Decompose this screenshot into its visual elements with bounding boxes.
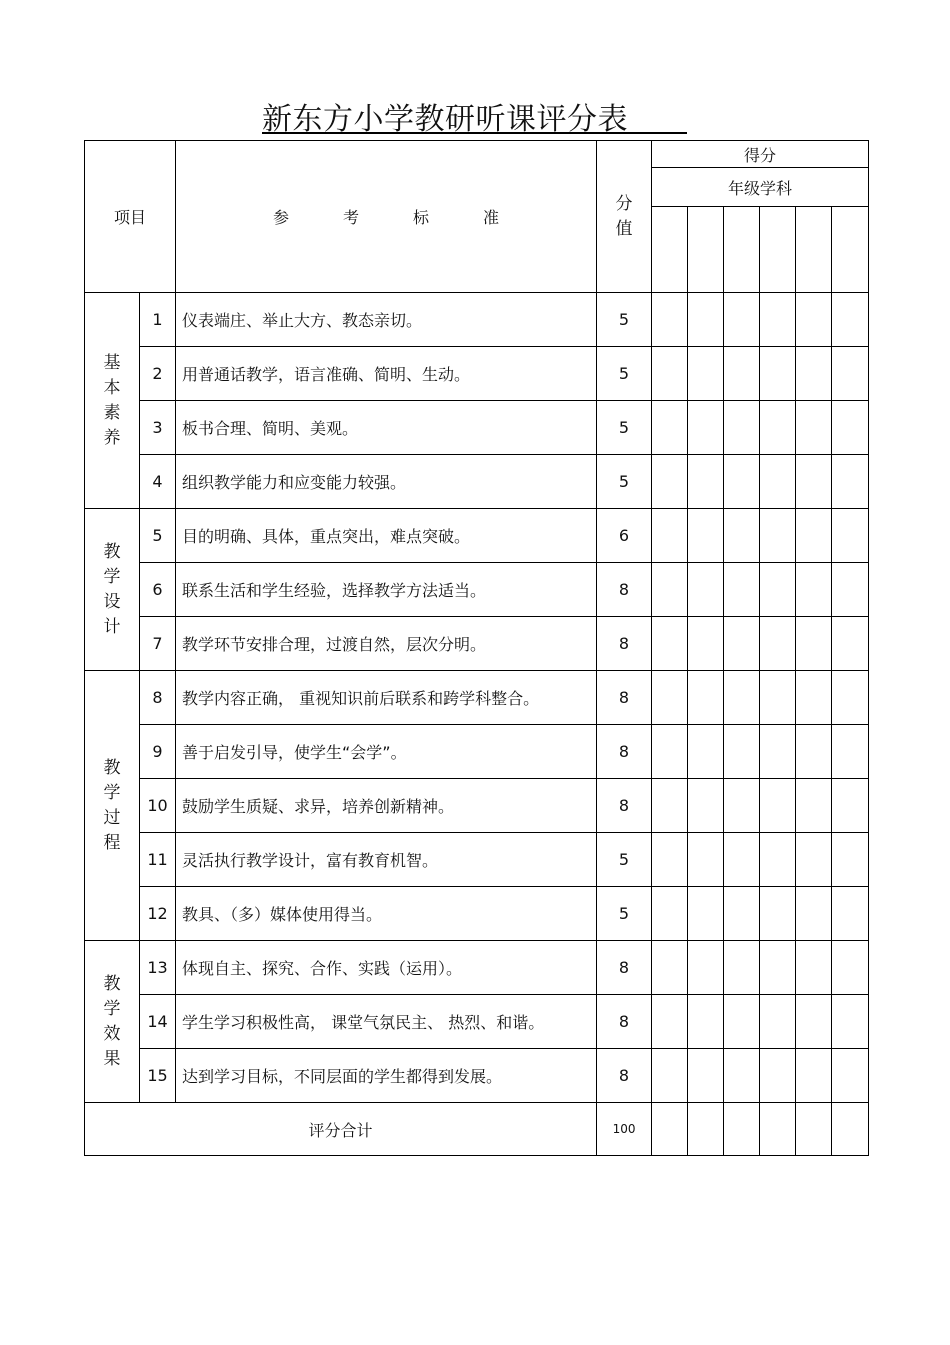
- score-input[interactable]: [796, 887, 832, 941]
- score-input[interactable]: [724, 887, 760, 941]
- score-input[interactable]: [796, 347, 832, 401]
- score-input[interactable]: [760, 1049, 796, 1103]
- score-input[interactable]: [688, 617, 724, 671]
- group-teaching-effect: 教 学 效 果: [85, 941, 140, 1103]
- header-item: 项目: [85, 141, 176, 293]
- score-input[interactable]: [760, 293, 796, 347]
- score-input[interactable]: [832, 1049, 869, 1103]
- score-input[interactable]: [652, 1103, 688, 1156]
- score-input[interactable]: [832, 779, 869, 833]
- row-number: 1: [140, 293, 176, 347]
- criterion: 用普通话教学，语言准确、简明、生动。: [176, 347, 597, 401]
- points: 6: [597, 509, 652, 563]
- score-input[interactable]: [724, 941, 760, 995]
- score-input[interactable]: [760, 509, 796, 563]
- points: 5: [597, 887, 652, 941]
- score-input[interactable]: [796, 617, 832, 671]
- title-underline: [262, 132, 687, 134]
- score-input[interactable]: [832, 671, 869, 725]
- points: 5: [597, 293, 652, 347]
- points: 8: [597, 617, 652, 671]
- score-input[interactable]: [724, 207, 760, 293]
- score-input[interactable]: [760, 833, 796, 887]
- score-input[interactable]: [652, 779, 688, 833]
- score-input[interactable]: [760, 401, 796, 455]
- score-input[interactable]: [652, 671, 688, 725]
- row-number: 15: [140, 1049, 176, 1103]
- score-input[interactable]: [796, 455, 832, 509]
- group-teaching-design: 教 学 设 计: [85, 509, 140, 671]
- table-row: [85, 455, 869, 509]
- table-row: [85, 995, 869, 1049]
- score-input[interactable]: [796, 671, 832, 725]
- score-input[interactable]: [688, 1103, 724, 1156]
- score-input[interactable]: [652, 347, 688, 401]
- score-input[interactable]: [688, 725, 724, 779]
- score-input[interactable]: [832, 293, 869, 347]
- score-input[interactable]: [832, 1103, 869, 1156]
- score-input[interactable]: [724, 347, 760, 401]
- score-input[interactable]: [724, 1049, 760, 1103]
- row-number: 2: [140, 347, 176, 401]
- criterion: 学生学习积极性高， 课堂气氛民主、 热烈、和谐。: [176, 995, 597, 1049]
- criterion: 善于启发引导，使学生“会学”。: [176, 725, 597, 779]
- row-number: 9: [140, 725, 176, 779]
- points: 8: [597, 671, 652, 725]
- score-input[interactable]: [796, 563, 832, 617]
- row-number: 5: [140, 509, 176, 563]
- row-number: 6: [140, 563, 176, 617]
- score-input[interactable]: [688, 401, 724, 455]
- points: 5: [597, 833, 652, 887]
- points: 8: [597, 779, 652, 833]
- score-input[interactable]: [760, 617, 796, 671]
- score-input[interactable]: [796, 941, 832, 995]
- criterion: 联系生活和学生经验，选择教学方法适当。: [176, 563, 597, 617]
- row-number: 10: [140, 779, 176, 833]
- points: 8: [597, 563, 652, 617]
- points: 8: [597, 725, 652, 779]
- score-input[interactable]: [796, 833, 832, 887]
- score-input[interactable]: [760, 671, 796, 725]
- score-input[interactable]: [760, 563, 796, 617]
- score-input[interactable]: [652, 995, 688, 1049]
- score-input[interactable]: [652, 401, 688, 455]
- score-input[interactable]: [832, 887, 869, 941]
- score-input[interactable]: [760, 995, 796, 1049]
- score-input[interactable]: [832, 617, 869, 671]
- score-input[interactable]: [652, 563, 688, 617]
- table-row: [85, 725, 869, 779]
- score-input[interactable]: [724, 401, 760, 455]
- score-input[interactable]: [652, 617, 688, 671]
- score-input[interactable]: [688, 563, 724, 617]
- score-input[interactable]: [832, 207, 869, 293]
- score-input[interactable]: [760, 779, 796, 833]
- table-row: [85, 617, 869, 671]
- criterion: 组织教学能力和应变能力较强。: [176, 455, 597, 509]
- score-input[interactable]: [652, 207, 688, 293]
- score-input[interactable]: [688, 1049, 724, 1103]
- score-input[interactable]: [832, 941, 869, 995]
- header-score: 得分: [652, 141, 869, 168]
- score-input[interactable]: [724, 833, 760, 887]
- score-input[interactable]: [688, 509, 724, 563]
- criterion: 教学环节安排合理，过渡自然，层次分明。: [176, 617, 597, 671]
- score-input[interactable]: [760, 887, 796, 941]
- score-input[interactable]: [688, 207, 724, 293]
- score-input[interactable]: [760, 455, 796, 509]
- row-number: 3: [140, 401, 176, 455]
- table-row: [85, 887, 869, 941]
- table-row: [85, 779, 869, 833]
- score-input[interactable]: [724, 617, 760, 671]
- score-input[interactable]: [760, 725, 796, 779]
- score-input[interactable]: [688, 995, 724, 1049]
- table-row: [85, 671, 869, 725]
- score-input[interactable]: [796, 207, 832, 293]
- score-input[interactable]: [832, 401, 869, 455]
- score-input[interactable]: [652, 509, 688, 563]
- score-input[interactable]: [760, 347, 796, 401]
- score-input[interactable]: [652, 455, 688, 509]
- score-input[interactable]: [652, 887, 688, 941]
- table-row: [85, 509, 869, 563]
- evaluation-table: [84, 140, 869, 1156]
- table-row: [85, 1049, 869, 1103]
- table-row: [85, 563, 869, 617]
- points: 5: [597, 401, 652, 455]
- score-input[interactable]: [688, 455, 724, 509]
- header-grade-subject: 年级学科: [652, 168, 869, 207]
- score-input[interactable]: [652, 725, 688, 779]
- total-row: [85, 1103, 869, 1156]
- score-input[interactable]: [796, 779, 832, 833]
- header-points: 分 值: [597, 141, 652, 293]
- group-basic-quality: 基 本 素 养: [85, 293, 140, 509]
- score-input[interactable]: [652, 1049, 688, 1103]
- score-input[interactable]: [724, 671, 760, 725]
- row-number: 8: [140, 671, 176, 725]
- score-input[interactable]: [724, 455, 760, 509]
- table-row: [85, 401, 869, 455]
- points: 8: [597, 995, 652, 1049]
- score-input[interactable]: [832, 455, 869, 509]
- criterion: 板书合理、简明、美观。: [176, 401, 597, 455]
- row-number: 12: [140, 887, 176, 941]
- points: 5: [597, 347, 652, 401]
- score-input[interactable]: [796, 509, 832, 563]
- score-input[interactable]: [652, 293, 688, 347]
- row-number: 11: [140, 833, 176, 887]
- score-input[interactable]: [724, 509, 760, 563]
- criterion: 达到学习目标，不同层面的学生都得到发展。: [176, 1049, 597, 1103]
- points: 5: [597, 455, 652, 509]
- score-input[interactable]: [832, 833, 869, 887]
- row-number: 7: [140, 617, 176, 671]
- criterion: 鼓励学生质疑、求异，培养创新精神。: [176, 779, 597, 833]
- table-row: [85, 833, 869, 887]
- criterion: 体现自主、探究、合作、实践（运用）。: [176, 941, 597, 995]
- table-row: [85, 941, 869, 995]
- criterion: 仪表端庄、举止大方、教态亲切。: [176, 293, 597, 347]
- score-input[interactable]: [796, 725, 832, 779]
- score-input[interactable]: [796, 995, 832, 1049]
- header-reference: 参 考 标 准: [176, 141, 597, 293]
- score-input[interactable]: [688, 671, 724, 725]
- group-teaching-process: 教 学 过 程: [85, 671, 140, 941]
- score-input[interactable]: [724, 563, 760, 617]
- score-input[interactable]: [832, 509, 869, 563]
- points: 8: [597, 941, 652, 995]
- table-row: [85, 347, 869, 401]
- page-title: 新东方小学教研听课评分表: [262, 102, 628, 137]
- score-input[interactable]: [688, 941, 724, 995]
- score-input[interactable]: [724, 293, 760, 347]
- score-input[interactable]: [796, 1049, 832, 1103]
- score-input[interactable]: [760, 1103, 796, 1156]
- total-points: 100: [597, 1103, 652, 1156]
- total-label: 评分合计: [85, 1103, 597, 1156]
- criterion: 教具、（多）媒体使用得当。: [176, 887, 597, 941]
- score-input[interactable]: [832, 563, 869, 617]
- score-input[interactable]: [796, 293, 832, 347]
- score-input[interactable]: [796, 1103, 832, 1156]
- score-input[interactable]: [724, 725, 760, 779]
- score-input[interactable]: [796, 401, 832, 455]
- table-row: [85, 293, 869, 347]
- score-input[interactable]: [688, 887, 724, 941]
- score-input[interactable]: [760, 207, 796, 293]
- score-input[interactable]: [724, 995, 760, 1049]
- score-input[interactable]: [688, 347, 724, 401]
- score-input[interactable]: [724, 1103, 760, 1156]
- score-input[interactable]: [832, 725, 869, 779]
- row-number: 14: [140, 995, 176, 1049]
- criterion: 教学内容正确， 重视知识前后联系和跨学科整合。: [176, 671, 597, 725]
- score-input[interactable]: [760, 941, 796, 995]
- criterion: 目的明确、具体，重点突出，难点突破。: [176, 509, 597, 563]
- score-input[interactable]: [832, 347, 869, 401]
- score-input[interactable]: [832, 995, 869, 1049]
- criterion: 灵活执行教学设计，富有教育机智。: [176, 833, 597, 887]
- score-input[interactable]: [688, 293, 724, 347]
- score-input[interactable]: [724, 779, 760, 833]
- score-input[interactable]: [688, 833, 724, 887]
- row-number: 4: [140, 455, 176, 509]
- score-input[interactable]: [652, 833, 688, 887]
- score-input[interactable]: [688, 779, 724, 833]
- score-input[interactable]: [652, 941, 688, 995]
- row-number: 13: [140, 941, 176, 995]
- points: 8: [597, 1049, 652, 1103]
